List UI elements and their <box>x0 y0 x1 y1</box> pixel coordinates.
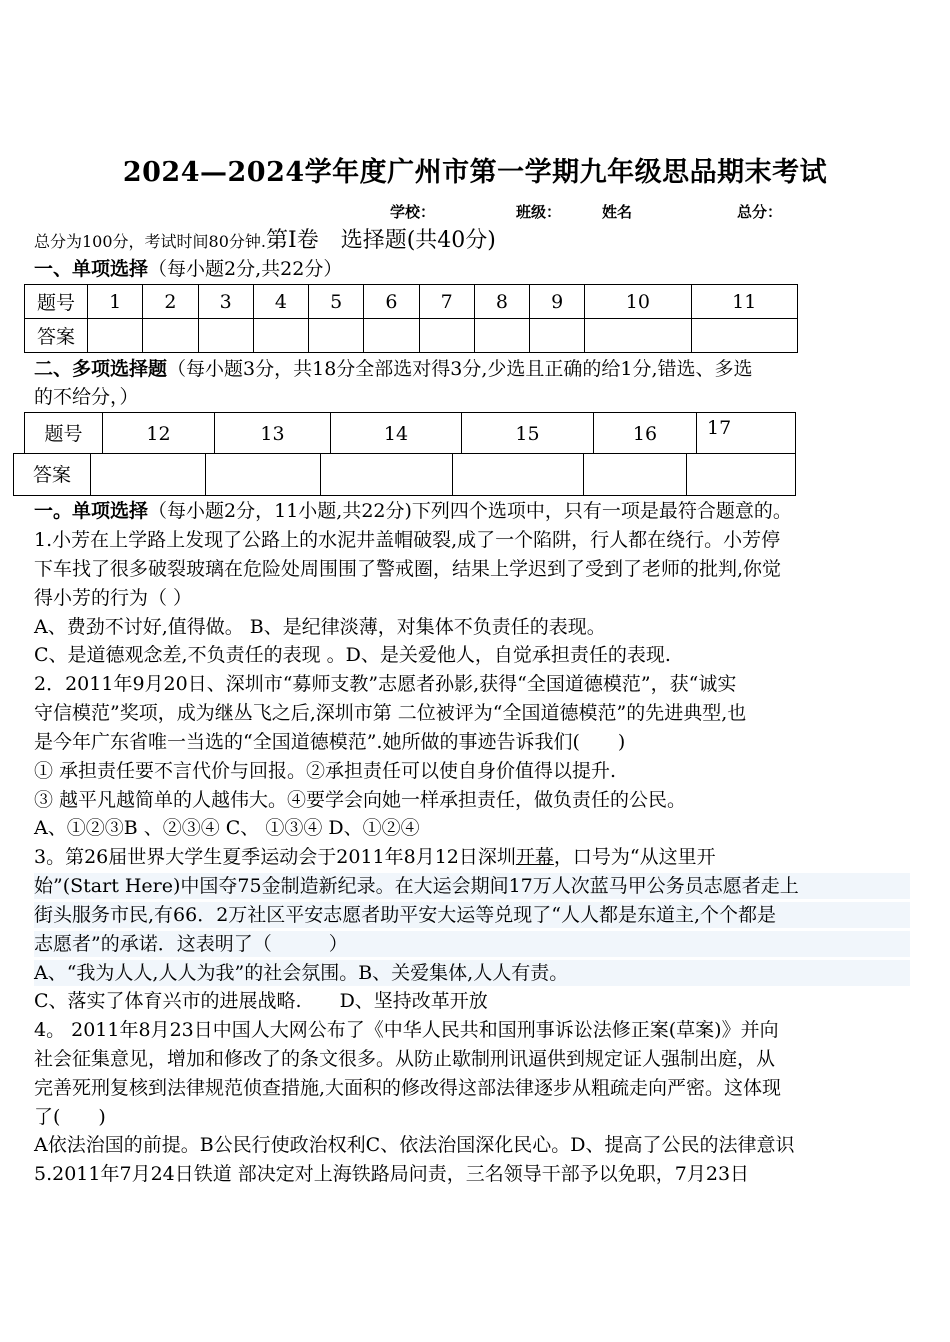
section1-heading: 一、单项选择 <box>34 258 149 280</box>
section2-note-line1: （每小题3分，共18分全部选对得3分,少选且正确的给1分,错选、多选 <box>167 358 753 380</box>
section1-heading-line <box>34 256 342 282</box>
answer-cell[interactable] <box>686 453 796 496</box>
q2-line: 守信模范”奖项，成为继丛飞之后,深圳市第 二位被评为“全国道德模范”的先进典型,也 <box>34 702 747 724</box>
question-number-cell: 17 <box>696 412 796 454</box>
intro-line <box>34 228 496 255</box>
q4-line: 了( ) <box>34 1106 106 1128</box>
question-number-cell: 10 <box>585 285 691 319</box>
q2-option-line: A、①②③B 、②③④ C、 ①③④ D、①②④ <box>34 817 420 839</box>
q2-line: 是今年广东省唯一当选的“全国道德模范”.她所做的事迹告诉我们( ) <box>34 731 626 753</box>
student-info-row <box>0 201 950 225</box>
body-heading: 一。单项选择 <box>34 500 149 522</box>
q4-line: 4。 2011年8月23日中国人大网公布了《中华人民共和国刑事诉讼法修正案(草案)》并向 <box>34 1019 779 1041</box>
row-header-number: 题号 <box>24 412 103 454</box>
q1-line: 下车找了很多破裂玻璃在危险处周围围了警戒圈，结果上学迟到了受到了老师的批判,你觉 <box>34 558 782 580</box>
part-label: 第Ⅰ卷 选择题(共40分) <box>266 228 496 253</box>
q3-line: 街头服务市民,有66．2万社区平安志愿者助平安大运等兑现了“人人都是东道主,个个都是 <box>34 902 910 928</box>
q2-statement-line: ③ 越平凡越简单的人越伟大。④要学会向她一样承担责任，做负责任的公民。 <box>34 789 687 811</box>
question-number-cell: 9 <box>530 285 585 319</box>
answer-cell[interactable] <box>585 319 691 353</box>
school-label: 学校： <box>390 203 436 221</box>
question-number-cell: 2 <box>143 285 198 319</box>
score-label: 总分： <box>737 203 783 221</box>
body-heading-note: （每小题2分，11小题,共22分)下列四个选项中，只有一项是最符合题意的。 <box>148 500 792 522</box>
q4-option-line: A依法治国的前提。B公民行使政治权利C、依法治国深化民心。D、提高了公民的法律意识 <box>34 1134 795 1156</box>
question-number-cell: 5 <box>309 285 364 319</box>
q3-line: 始”(Start Here)中国夺75金制造新纪录。在大运会期间17万人次蓝马甲公务员志愿者走上 <box>34 873 910 899</box>
q3-text-a: 3。第26届世界大学生夏季运动会于2011年8月12日深圳 <box>34 846 516 868</box>
question-number-cell: 8 <box>474 285 529 319</box>
answer-cell[interactable] <box>474 319 529 353</box>
question-number-cell: 11 <box>691 285 797 319</box>
question-number-cell: 15 <box>461 412 594 454</box>
section2-heading-line <box>34 356 753 382</box>
answer-cell[interactable] <box>205 453 321 496</box>
question-number-cell: 7 <box>419 285 474 319</box>
class-label: 班级： <box>516 203 562 221</box>
question-number-cell: 13 <box>214 412 331 454</box>
body-heading-line <box>34 498 792 524</box>
answer-table-single <box>24 284 798 353</box>
question-number-cell: 6 <box>364 285 419 319</box>
answer-cell[interactable] <box>88 319 143 353</box>
section1-note: （每小题2分,共22分） <box>148 258 343 280</box>
q4-line: 社会征集意见，增加和修改了的条文很多。从防止歇制刑讯逼供到规定证人强制出庭，从 <box>34 1048 776 1070</box>
row-header-number: 题号 <box>25 285 88 319</box>
answer-cell[interactable] <box>691 319 797 353</box>
q2-statement-line: ① 承担责任要不言代价与回报。②承担责任可以使自身价值得以提升. <box>34 760 617 782</box>
answer-cell[interactable] <box>530 319 585 353</box>
row-header-answer: 答案 <box>13 453 91 496</box>
answer-cell[interactable] <box>90 453 206 496</box>
name-label: 姓名 <box>602 203 633 221</box>
q3-first-line <box>34 844 716 870</box>
q5-line: 5.2011年7月24日铁道 部决定对上海铁路局问责，三名领导干部予以免职，7月23日 <box>34 1163 750 1185</box>
question-number-cell: 12 <box>102 412 215 454</box>
table-row <box>25 319 798 353</box>
answer-cell[interactable] <box>364 319 419 353</box>
intro-text: 总分为100分，考试时间80分钟. <box>34 232 266 251</box>
answer-cell[interactable] <box>320 453 453 496</box>
q3-option-line: C、落实了体育兴市的进展战略. D、坚持改革开放 <box>34 990 488 1012</box>
q3-underlined-text: 开幕 <box>515 846 554 868</box>
answer-cell[interactable] <box>143 319 198 353</box>
q1-option-line: C、是道德观念差,不负责任的表现 。D、是关爱他人，自觉承担责任的表现. <box>34 644 671 666</box>
question-number-cell: 3 <box>198 285 253 319</box>
answer-cell[interactable] <box>452 453 584 496</box>
answer-cell[interactable] <box>198 319 253 353</box>
q3-option-line: A、“我为人人,人人为我”的社会氛围。B、关爱集体,人人有责。 <box>34 960 910 986</box>
q1-option-line: A、费劲不讨好,值得做。 B、是纪律淡薄，对集体不负责任的表现。 <box>34 616 606 638</box>
answer-cell[interactable] <box>309 319 364 353</box>
q4-line: 完善死刑复核到法律规范侦查措施,大面积的修改得这部法律逐步从粗疏走向严密。这体现 <box>34 1077 782 1099</box>
answer-cell[interactable] <box>253 319 308 353</box>
q3-text-b: ，口号为“从这里开 <box>553 846 716 868</box>
section2-heading: 二、多项选择题 <box>34 358 168 380</box>
q1-line: 1.小芳在上学路上发现了公路上的水泥井盖帽破裂,成了一个陷阱，行人都在绕行。小芳停 <box>34 529 781 551</box>
answer-cell[interactable] <box>419 319 474 353</box>
question-number-cell: 1 <box>88 285 143 319</box>
question-number-cell: 16 <box>593 412 697 454</box>
row-header-answer: 答案 <box>25 319 88 353</box>
q3-line: 志愿者”的承诺．这表明了（ ） <box>34 931 910 957</box>
answer-cell[interactable] <box>583 453 687 496</box>
exam-title: 2024—2024学年度广州市第一学期九年级思品期末考试 <box>122 157 828 188</box>
question-number-cell: 14 <box>330 412 462 454</box>
section2-note-line2: 的不给分，） <box>34 386 139 408</box>
q2-line: 2．2011年9月20日、深圳市“募师支教”志愿者孙影,获得“全国道德模范”，获“诚实 <box>34 673 737 695</box>
question-number-cell: 4 <box>253 285 308 319</box>
table-row <box>25 285 798 319</box>
q1-line: 得小芳的行为（ ） <box>34 587 193 609</box>
